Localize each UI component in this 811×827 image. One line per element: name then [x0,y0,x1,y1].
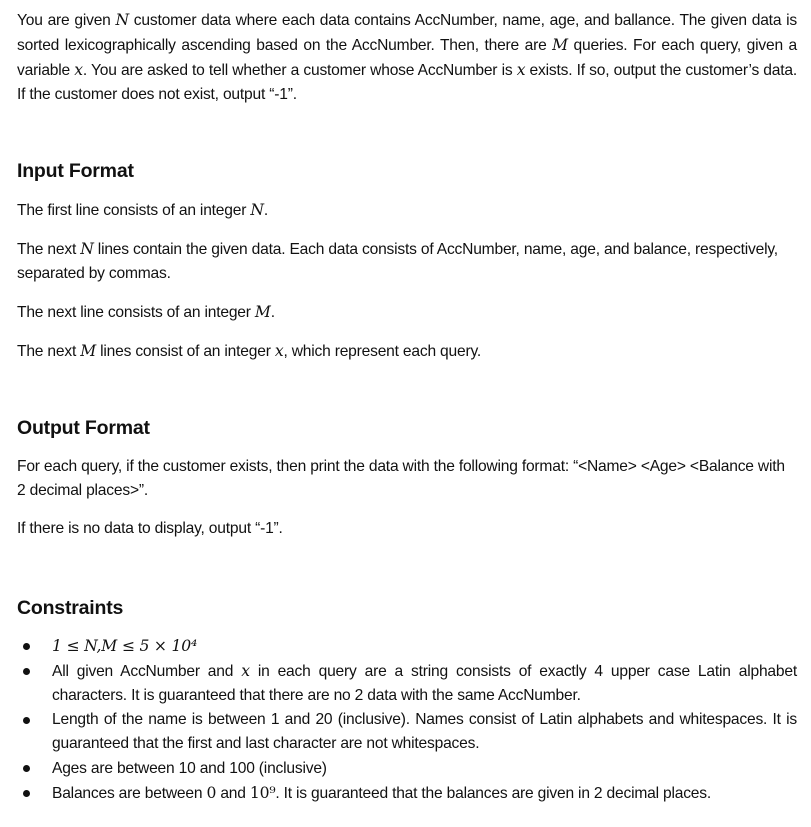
constraints-heading: Constraints [17,597,124,619]
intro-paragraph: You are given N customer data where each data contains AccNumber, name, age, and ballance. The given data is sorted lexicographically ascending based on the AccNumber. Then, there are M queries. For each query, given a variable x. You are asked to tell whether a customer whose AccNumber is x exists. If so, output the customer’s data. If the customer does not exist, output “-1”. [17,11,798,103]
constraints-section [17,595,797,806]
output-format-heading: Output Format [17,417,150,439]
list-item: Ages are between 10 and 100 (inclusive) [17,756,797,781]
list-item: 1 ≤ N,M ≤ 5 × 10⁴ [17,634,797,659]
input-line-4: The next M lines consist of an integer x, which represent each query. [17,342,482,360]
output-line-2: If there is no data to display, output “-1”. [17,520,283,537]
list-item: Length of the name is between 1 and 20 (inclusive). Names consist of Latin alphabets and whitespaces. It is guaranteed that the first and last character are not whitespaces. [17,708,797,756]
list-item: Balances are between 0 and 10⁹. It is guaranteed that the balances are given in 2 decimal places. [17,781,797,806]
output-line-1: For each query, if the customer exists, then print the data with the following format: “<Name> <Age> <Balance with 2 decimal places>”. [17,458,785,499]
output-format-section [17,415,797,541]
input-format-heading: Input Format [17,160,134,182]
input-line-2: The next N lines contain the given data. Each data consists of AccNumber, name, age, and balance, respectively, separated by commas. [17,240,778,282]
input-line-1: The first line consists of an integer N. [17,201,268,219]
input-format-section [17,158,797,364]
constraints-list [17,634,797,806]
input-line-3: The next line consists of an integer M. [17,303,275,321]
list-item: All given AccNumber and x in each query are a string consists of exactly 4 upper case Latin alphabet characters. It is guaranteed that there are no 2 data with the same AccNumber. [17,659,797,708]
